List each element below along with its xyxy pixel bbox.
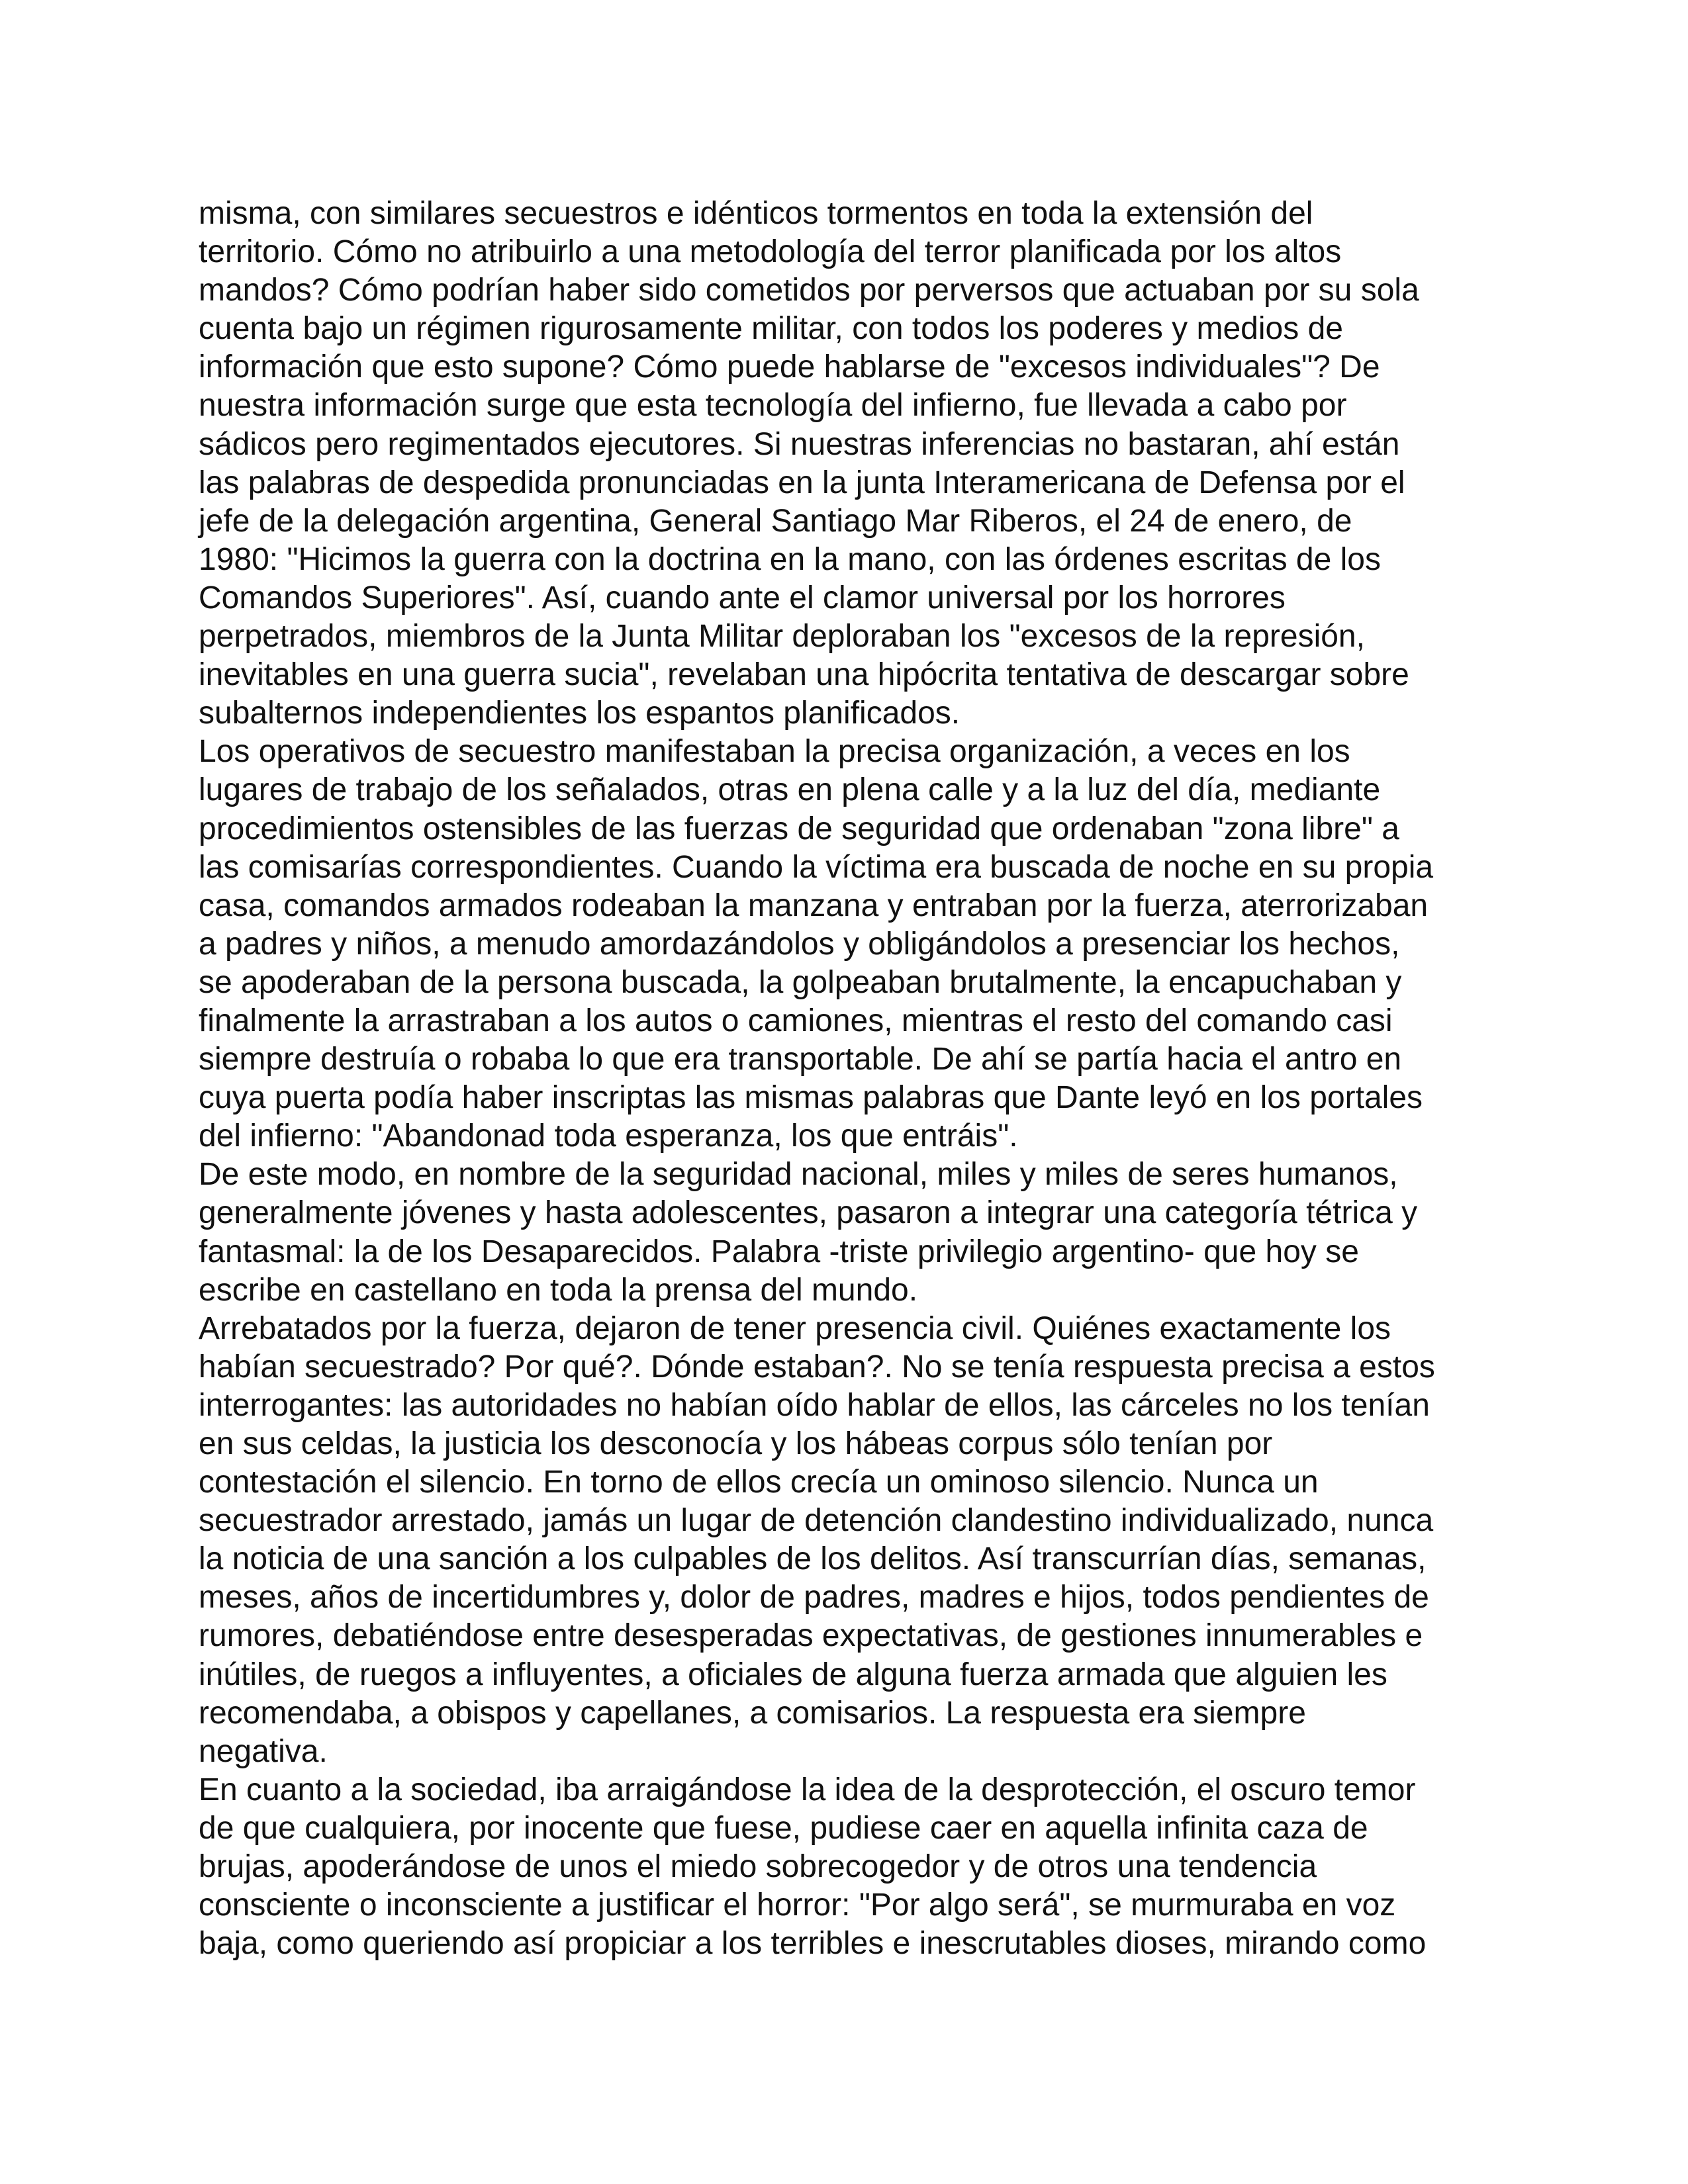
- text-line: rumores, debatiéndose entre desesperadas expectativas, de gestiones innumerables e: [199, 1618, 1423, 1654]
- text-line: En cuanto a la sociedad, iba arraigándose la idea de la desprotección, el oscuro temor: [199, 1772, 1416, 1807]
- text-line: inevitables en una guerra sucia", revelaban una hipócrita tentativa de descargar sobre: [199, 657, 1409, 693]
- text-line: contestación el silencio. En torno de ellos crecía un ominoso silencio. Nunca un: [199, 1465, 1319, 1500]
- text-line: 1980: "Hicimos la guerra con la doctrina en la mano, con las órdenes escritas de los: [199, 541, 1381, 577]
- text-line: procedimientos ostensibles de las fuerzas de seguridad que ordenaban "zona libre" a: [199, 811, 1399, 846]
- text-line: misma, con similares secuestros e idénticos tormentos en toda la extensión del: [199, 196, 1313, 231]
- text-line: sádicos pero regimentados ejecutores. Si nuestras inferencias no bastaran, ahí están: [199, 426, 1400, 462]
- text-line: las comisarías correspondientes. Cuando la víctima era buscada de noche en su propia: [199, 849, 1434, 885]
- text-line: meses, años de incertidumbres y, dolor de padres, madres e hijos, todos pendientes de: [199, 1580, 1429, 1615]
- text-line: jefe de la delegación argentina, General Santiago Mar Riberos, el 24 de enero, de: [199, 503, 1352, 539]
- text-line: perpetrados, miembros de la Junta Militar deploraban los "excesos de la represión,: [199, 619, 1365, 655]
- text-line: finalmente la arrastraban a los autos o camiones, mientras el resto del comando casi: [199, 1003, 1393, 1038]
- text-line: baja, como queriendo así propiciar a los terribles e inescrutables dioses, mirando como: [199, 1926, 1427, 1962]
- text-line: nuestra información surge que esta tecnología del infierno, fue llevada a cabo por: [199, 388, 1347, 424]
- text-line: a padres y niños, a menudo amordazándolos y obligándolos a presenciar los hechos,: [199, 926, 1400, 962]
- text-line: negativa.: [199, 1733, 328, 1769]
- text-line: recomendaba, a obispos y capellanes, a comisarios. La respuesta era siempre: [199, 1695, 1306, 1731]
- text-line: inútiles, de ruegos a influyentes, a oficiales de alguna fuerza armada que alguien les: [199, 1657, 1387, 1692]
- text-line: siempre destruía o robaba lo que era transportable. De ahí se partía hacia el antro en: [199, 1042, 1402, 1077]
- text-line: Comandos Superiores". Así, cuando ante el clamor universal por los horrores: [199, 580, 1286, 615]
- text-line: las palabras de despedida pronunciadas en la junta Interamericana de Defensa por el: [199, 465, 1405, 500]
- text-line: en sus celdas, la justicia los desconocía y los hábeas corpus sólo tenían por: [199, 1426, 1273, 1461]
- text-line: habían secuestrado? Por qué?. Dónde estaban?. No se tenía respuesta precisa a estos: [199, 1349, 1435, 1385]
- text-line: cuya puerta podía haber inscriptas las mismas palabras que Dante leyó en los portales: [199, 1080, 1423, 1116]
- text-line: se apoderaban de la persona buscada, la golpeaban brutalmente, la encapuchaban y: [199, 964, 1402, 1000]
- text-line: interrogantes: las autoridades no habían oído hablar de ellos, las cárceles no los tenían: [199, 1387, 1430, 1423]
- text-line: Arrebatados por la fuerza, dejaron de tener presencia civil. Quiénes exactamente los: [199, 1310, 1391, 1346]
- text-line: del infierno: "Abandonad toda esperanza, los que entráis".: [199, 1118, 1018, 1154]
- text-line: De este modo, en nombre de la seguridad nacional, miles y miles de seres humanos,: [199, 1157, 1398, 1193]
- text-line: escribe en castellano en toda la prensa del mundo.: [199, 1272, 918, 1308]
- text-line: la noticia de una sanción a los culpables de los delitos. Así transcurrían días, semanas,: [199, 1541, 1427, 1577]
- text-line: brujas, apoderándose de unos el miedo sobrecogedor y de otros una tendencia: [199, 1849, 1317, 1885]
- text-line: secuestrador arrestado, jamás un lugar de detención clandestino individualizado, nunca: [199, 1503, 1434, 1539]
- text-line: fantasmal: la de los Desaparecidos. Palabra -triste privilegio argentino- que hoy se: [199, 1234, 1359, 1269]
- text-line: información que esto supone? Cómo puede hablarse de "excesos individuales"? De: [199, 349, 1380, 385]
- text-line: generalmente jóvenes y hasta adolescentes, pasaron a integrar una categoría tétrica y: [199, 1195, 1418, 1231]
- text-line: Los operativos de secuestro manifestaban la precisa organización, a veces en los: [199, 734, 1350, 770]
- text-line: lugares de trabajo de los señalados, otras en plena calle y a la luz del día, mediante: [199, 772, 1381, 808]
- text-line: mandos? Cómo podrían haber sido cometidos por perversos que actuaban por su sola: [199, 273, 1419, 308]
- text-line: cuenta bajo un régimen rigurosamente militar, con todos los poderes y medios de: [199, 311, 1343, 347]
- body-text: [199, 195, 1536, 1963]
- text-line: territorio. Cómo no atribuirlo a una metodología del terror planificada por los altos: [199, 234, 1342, 270]
- text-line: subalternos independientes los espantos planificados.: [199, 696, 961, 731]
- text-line: casa, comandos armados rodeaban la manzana y entraban por la fuerza, aterrorizaban: [199, 887, 1429, 923]
- text-line: de que cualquiera, por inocente que fuese, pudiese caer en aquella infinita caza de: [199, 1810, 1368, 1846]
- text-line: consciente o inconsciente a justificar el horror: "Por algo será", se murmuraba en voz: [199, 1888, 1396, 1923]
